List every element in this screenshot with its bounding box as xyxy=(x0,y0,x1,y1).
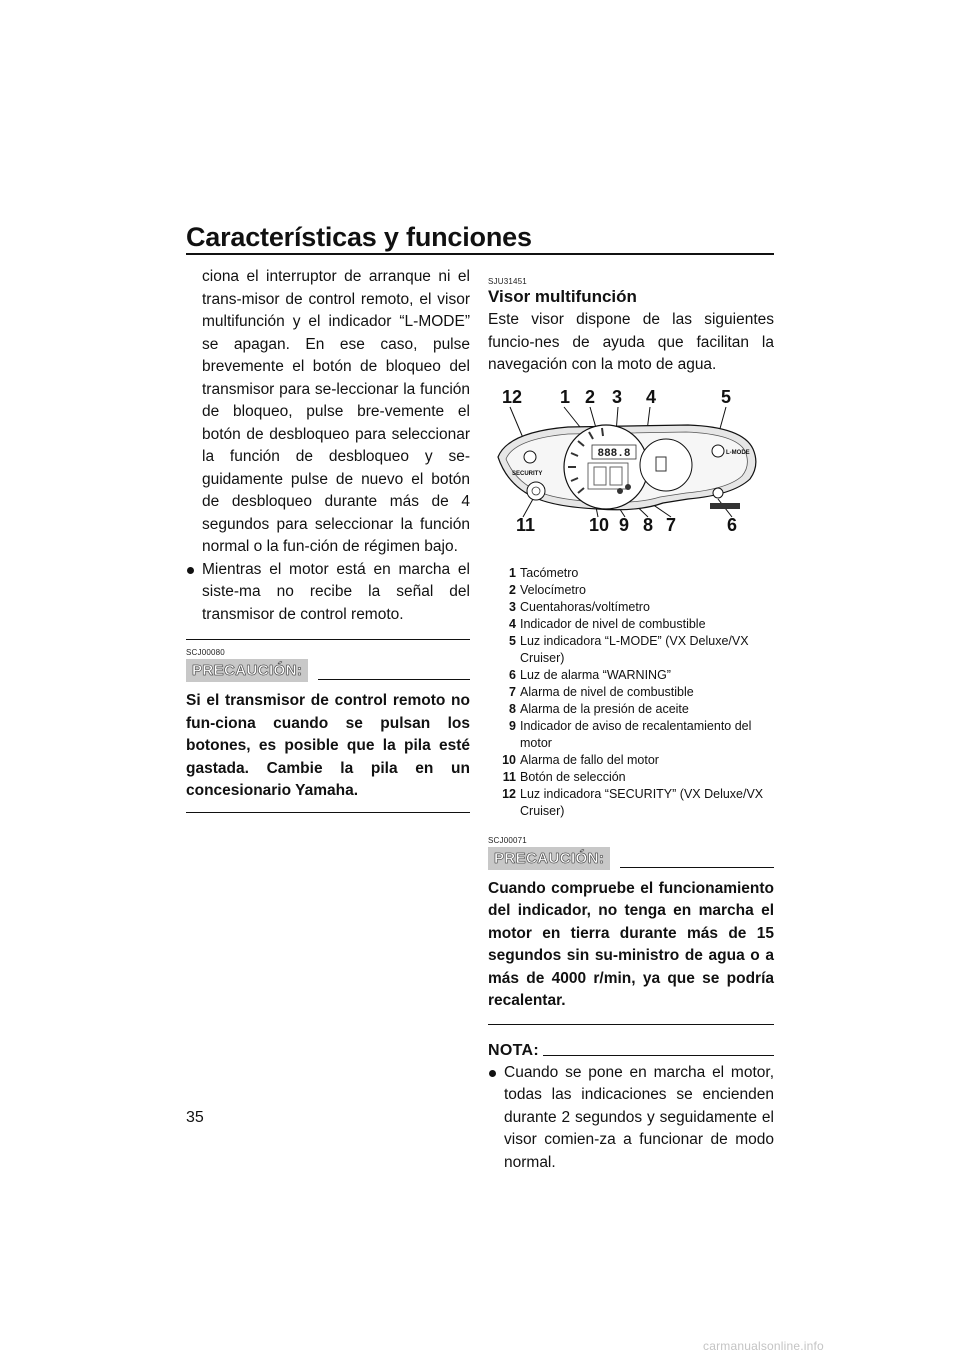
legend-item: 3 Cuentahoras/voltímetro xyxy=(509,599,650,614)
legend-item: 5 Luz indicadora “L-MODE” (VX Deluxe/VX Cruiser) xyxy=(509,633,749,665)
legend-item: 10 Alarma de fallo del motor xyxy=(502,752,659,767)
page-number: 35 xyxy=(186,1109,204,1126)
callout-3: 3 xyxy=(612,386,623,407)
legend-item: 4 Indicador de nivel de combustible xyxy=(509,616,706,631)
callout-10: 10 xyxy=(589,514,610,535)
legend-item: 6 Luz de alarma “WARNING” xyxy=(509,667,671,682)
legend-item: 12 Luz indicadora “SECURITY” (VX Deluxe/VX Cruiser) xyxy=(502,786,764,818)
section-heading: Visor multifunción xyxy=(488,287,637,306)
right-column xyxy=(488,266,774,1174)
legend-item: 9 Indicador de aviso de recalentamiento del motor xyxy=(509,718,752,750)
callout-6: 6 xyxy=(727,514,738,535)
caution-bottom-rule xyxy=(186,812,470,813)
title-rule xyxy=(186,253,774,255)
callout-4: 4 xyxy=(646,386,657,407)
bullet-dot-icon xyxy=(187,567,194,574)
bullet-dot-icon xyxy=(489,1070,496,1077)
callout-12: 12 xyxy=(502,386,523,407)
security-label: SECURITY xyxy=(512,470,543,477)
bullet-item xyxy=(186,559,470,627)
legend-item: 2 Velocímetro xyxy=(509,582,587,597)
nota-bullet-text: Cuando se pone en marcha el motor, todas las indicaciones se encienden durante 2 segundos y seguidamente el visor comien-za a funcionar de modo normal. xyxy=(504,1063,774,1171)
legend-item: 8 Alarma de la presión de aceite xyxy=(509,701,689,716)
caution-label: PRECAUCIÓN: xyxy=(488,847,610,870)
watermark: carmanualsonline.info xyxy=(703,1339,824,1353)
caution-code: SCJ00071 xyxy=(488,835,527,845)
display-digits: 888.8 xyxy=(597,447,631,460)
caution-code: SCJ00080 xyxy=(186,648,225,657)
continuation-paragraph: ciona el interruptor de arranque ni el trans-misor de control remoto, el visor multifunción y el indicador “L-MODE” se apagan. En ese caso, pulse brevemente el botón de bloqueo del transmisor para se-leccionar la función de bloqueo, pulse bre-vemente el botón de desbloqueo para seleccionar la función de desbloqueo y se-guidamente pulse de nuevo el botón de desbloqueo durante más de 4 segundos para seleccionar la función normal o la fun-ción de régimen bajo. xyxy=(202,268,470,555)
callout-7: 7 xyxy=(666,514,677,535)
callout-2: 2 xyxy=(585,386,596,407)
caution-label: PRECAUCIÓN: xyxy=(186,659,308,682)
callout-5: 5 xyxy=(721,386,732,407)
legend-item: 7 Alarma de nivel de combustible xyxy=(509,684,694,699)
callout-8: 8 xyxy=(643,514,654,535)
caution-header xyxy=(488,847,774,870)
caution-header xyxy=(186,659,470,682)
left-column xyxy=(186,266,470,813)
legend-item: 11 Botón de selección xyxy=(502,769,626,784)
page-title: Características y funciones xyxy=(186,222,532,252)
legend-item: 1 Tacómetro xyxy=(509,565,579,580)
callout-1: 1 xyxy=(560,386,571,407)
caution-text: Si el transmisor de control remoto no fun-ciona cuando se pulsan los botones, es posible que la pila esté gastada. Cambie la pila en un concesionario Yamaha. xyxy=(186,692,470,799)
nota-rule xyxy=(543,1055,774,1056)
nota-header xyxy=(488,1042,774,1060)
figure-legend xyxy=(488,565,774,820)
lmode-label: L-MODE xyxy=(726,449,750,456)
caution-header-rule xyxy=(620,867,774,868)
section-code: SJU31451 xyxy=(488,277,527,286)
bullet-text: Mientras el motor está en marcha el siste-ma no recibe la señal del transmisor de control remoto. xyxy=(202,560,470,623)
caution-text: Cuando compruebe el funcionamiento del indicador, no tenga en marcha el motor en tierra durante más de 15 segundos sin su-ministro de agua o a más de 4000 r/min, ya que se podría recalentar. xyxy=(488,879,774,1009)
section-intro: Este visor dispone de las siguientes funcio-nes de ayuda que facilitan la navegación con la moto de agua. xyxy=(488,311,774,373)
caution-bottom-rule xyxy=(488,1024,774,1025)
nota-bullet xyxy=(488,1062,774,1175)
caution-top-rule xyxy=(186,639,470,640)
multifunction-display-figure xyxy=(488,387,774,557)
callout-11: 11 xyxy=(516,514,536,535)
caution-header-rule xyxy=(318,679,470,680)
callout-9: 9 xyxy=(619,514,630,535)
nota-label: NOTA: xyxy=(488,1041,539,1059)
